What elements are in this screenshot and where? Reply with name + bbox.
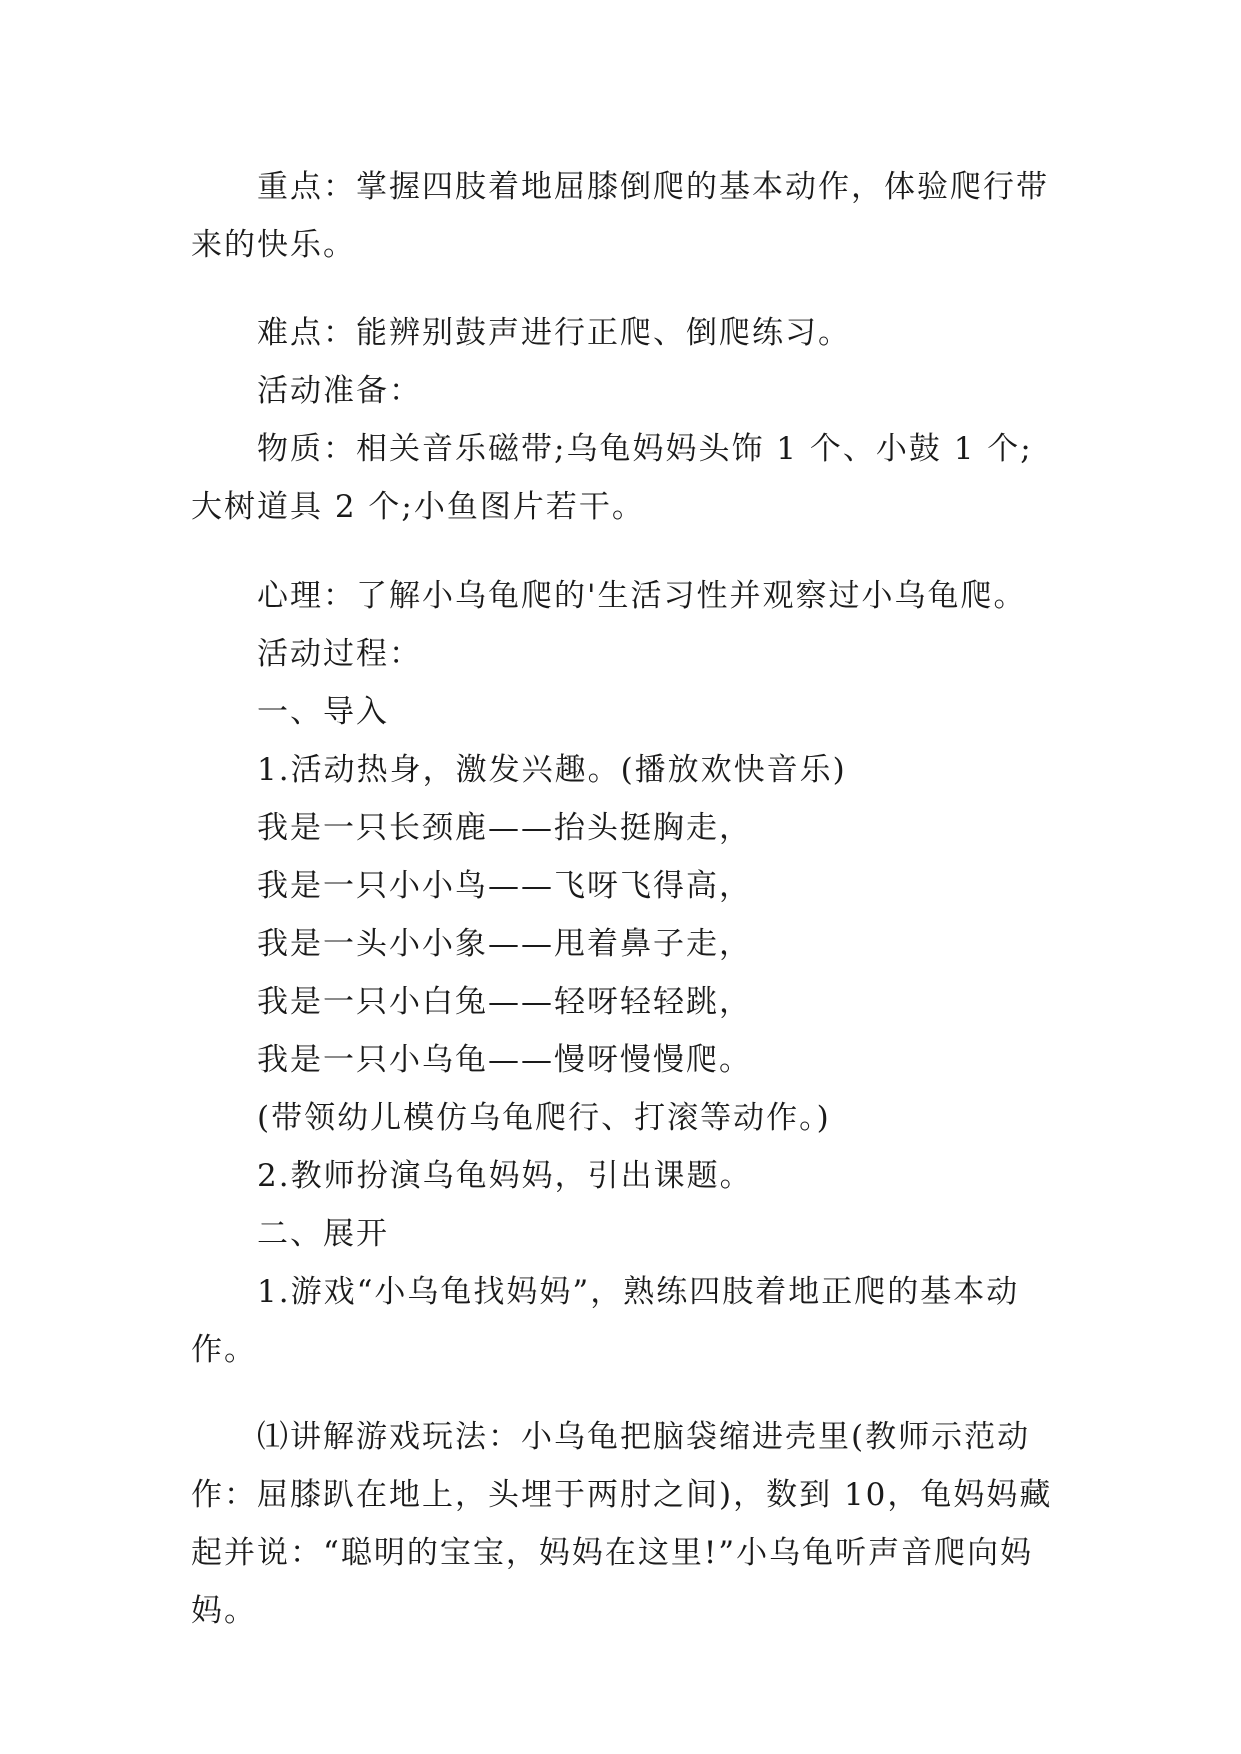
paragraph-teacher-role: 2.教师扮演乌龟妈妈，引出课题。 [257, 1158, 753, 1194]
poem-line: 我是一只小白兔——轻呀轻轻跳， [257, 984, 752, 1020]
paragraph-process-heading: 活动过程： [257, 636, 422, 672]
paragraph-section-intro: 一、导入 [257, 694, 389, 730]
paragraph-difficulty: 难点：能辨别鼓声进行正爬、倒爬练习。 [257, 315, 851, 351]
paragraph-game: 1.游戏“小乌龟找妈妈”，熟练四肢着地正爬的基本动作。 [191, 1274, 1020, 1368]
paragraph-warmup: 1.活动热身，激发兴趣。(播放欢快音乐) [257, 752, 847, 788]
poem-line: 我是一只小小鸟——飞呀飞得高， [257, 868, 752, 904]
poem-line: 我是一只小乌龟——慢呀慢慢爬。 [257, 1042, 752, 1078]
paragraph-section-expand: 二、展开 [257, 1216, 389, 1252]
paragraph-preparation-heading: 活动准备： [257, 373, 422, 409]
paragraph-materials: 物质：相关音乐磁带;乌龟妈妈头饰 1 个、小鼓 1 个;大树道具 2 个;小鱼图片若干。 [191, 431, 1033, 525]
poem-line: 我是一只长颈鹿——抬头挺胸走， [257, 810, 752, 846]
poem-line: 我是一头小小象——甩着鼻子走， [257, 926, 752, 962]
paragraph-key-point: 重点：掌握四肢着地屈膝倒爬的基本动作，体验爬行带来的快乐。 [191, 169, 1049, 263]
paragraph-game-rules: ⑴讲解游戏玩法：小乌龟把脑袋缩进壳里(教师示范动作：屈膝趴在地上，头埋于两肘之间)，数到 10，龟妈妈藏起并说：“聪明的宝宝，妈妈在这里!”小乌龟听声音爬向妈妈。 [191, 1419, 1053, 1629]
paragraph-psychology: 心理：了解小乌龟爬的'生活习性并观察过小乌龟爬。 [257, 578, 1027, 614]
paragraph-lead-imitation: (带领幼儿模仿乌龟爬行、打滚等动作。) [257, 1100, 831, 1136]
